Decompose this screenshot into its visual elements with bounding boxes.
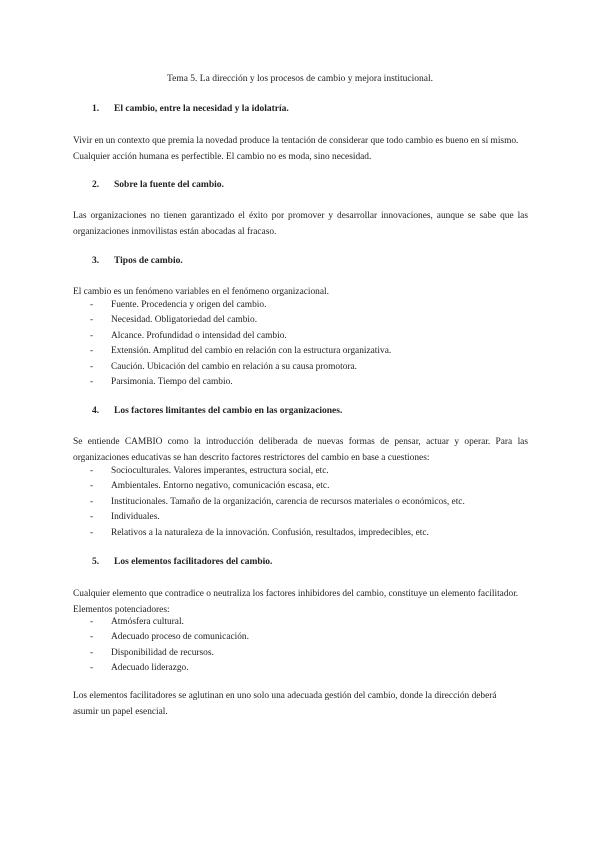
list-item: - Socioculturales. Valores imperantes, estructura social, etc. [90, 464, 520, 479]
list-item: - Extensión. Amplitud del cambio en relación con la estructura organizativa. [90, 344, 520, 359]
section-2-paragraph: Las organizaciones no tienen garantizado el éxito por promover y desarrollar innovaciones, aunque se sabe que las organizaciones inmovilistas están abocadas al fracaso. [73, 211, 528, 237]
section-5-intro-label: Elementos potenciadores: [73, 605, 170, 615]
list-item: - Adecuado proceso de comunicación. [90, 630, 520, 645]
list-item: - Alcance. Profundidad o intensidad del cambio. [90, 329, 520, 344]
document-title: Tema 5. La dirección y los procesos de cambio y mejora institucional. [166, 74, 434, 84]
section-1-title: El cambio, entre la necesidad y la idolatría. [114, 104, 289, 114]
section-2-heading [92, 180, 224, 190]
section-3-number: 3. [92, 256, 100, 266]
section-1-number: 1. [92, 104, 100, 114]
list-item: - Fuente. Procedencia y origen del cambio. [90, 298, 520, 313]
list-item: - Institucionales. Tamaño de la organización, carencia de recursos materiales o económicos, etc. [90, 495, 520, 510]
list-item: - Atmósfera cultural. [90, 615, 520, 630]
section-5-number: 5. [92, 557, 100, 567]
section-5-list [90, 615, 520, 677]
section-4-intro: Se entiende CAMBIO como la introducción deliberada de nuevas formas de pensar, actuar y operar. Para las organizaciones educativas se han descrito factores restrictores del cambio en base a cuestiones: [73, 437, 528, 463]
section-2-title: Sobre la fuente del cambio. [114, 180, 224, 190]
section-2-number: 2. [92, 180, 100, 190]
list-item: - Ambientales. Entorno negativo, comunicación escasa, etc. [90, 479, 520, 494]
list-item: - Adecuado liderazgo. [90, 661, 520, 676]
section-5-intro-text: Cualquier elemento que contradice o neutraliza los factores inhibidores del cambio, constituye un elemento facilitador. [73, 589, 519, 599]
section-3-list [90, 298, 520, 390]
section-1-heading [92, 104, 289, 114]
list-item: - Disponibilidad de recursos. [90, 646, 520, 661]
section-3-intro: El cambio es un fenómeno variables en el fenómeno organizacional. [73, 287, 329, 297]
list-item: - Caución. Ubicación del cambio en relación a su causa promotora. [90, 360, 520, 375]
section-5-intro [73, 586, 528, 618]
list-item: - Individuales. [90, 510, 520, 525]
list-item: - Necesidad. Obligatoriedad del cambio. [90, 313, 520, 328]
section-4-title: Los factores limitantes del cambio en las organizaciones. [114, 406, 343, 416]
section-3-heading [92, 256, 183, 266]
list-item: - Relativos a la naturaleza de la innovación. Confusión, resultados, impredecibles, etc. [90, 526, 520, 541]
section-3-title: Tipos de cambio. [114, 256, 183, 266]
section-4-list [90, 464, 520, 541]
section-5-closing: Los elementos facilitadores se aglutinan en uno solo una adecuada gestión del cambio, donde la dirección deberá asumir un papel esencial. [73, 691, 497, 717]
section-4-heading [92, 406, 342, 416]
section-1-paragraph: Vivir en un contexto que premia la novedad produce la tentación de considerar que todo cambio es bueno en sí mismo. Cualquier acción humana es perfectible. El cambio no es moda, sino necesidad. [73, 136, 519, 162]
section-4-number: 4. [92, 406, 100, 416]
section-5-heading [92, 557, 272, 567]
list-item: - Parsimonia. Tiempo del cambio. [90, 375, 520, 390]
section-5-title: Los elementos facilitadores del cambio. [114, 557, 273, 567]
